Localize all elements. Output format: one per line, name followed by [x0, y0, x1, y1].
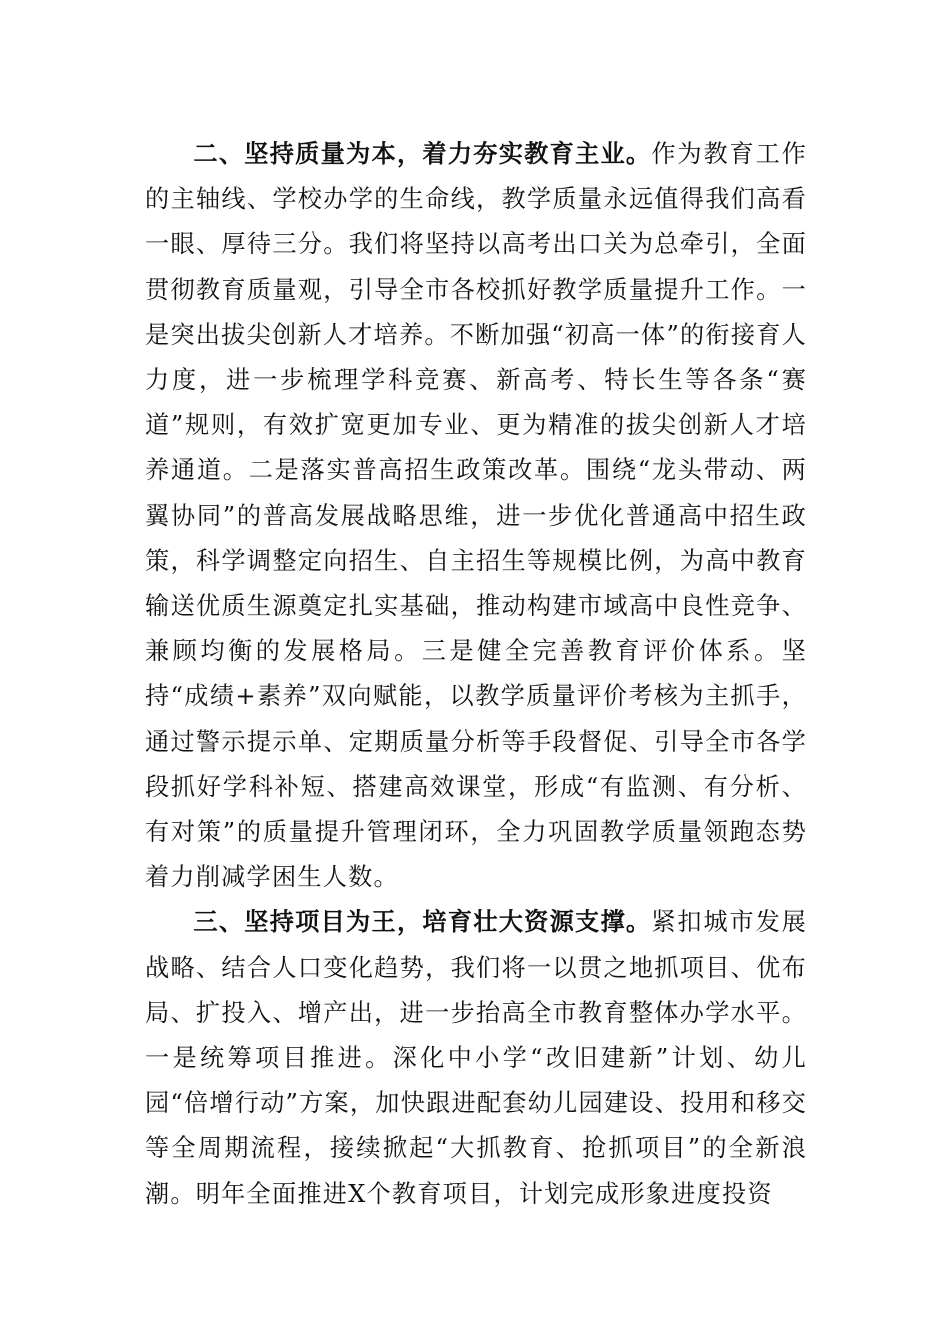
section-heading-quality: 二、坚持质量为本，着力夯实教育主业。 [193, 140, 652, 168]
section-body-quality: 作为教育工作的主轴线、学校办学的生命线，教学质量永远值得我们高看一眼、厚待三分。我们将坚持以高考出口关为总牵引，全面贯彻教育质量观，引导全市各校抓好教学质量提升工作。一是突出拔尖创新人才培养。不断加强“初高一体”的衔接育人力度，进一步梳理学科竞赛、新高考、特长生等各条“赛道”规则，有效扩宽更加专业、更为精准的拔尖创新人才培养通道。二是落实普高招生政策改革。围绕“龙头带动、两翼协同”的普高发展战略思维，进一步优化普通高中招生政策，科学调整定向招生、自主招生等规模比例，为高中教育输送优质生源奠定扎实基础，推动构建市域高中良性竞争、兼顾均衡的发展格局。三是健全完善教育评价体系。坚持“成绩+素养”双向赋能，以教学质量评价考核为主抓手，通过警示提示单、定期质量分析等手段督促、引导全市各学段抓好学科补短、搭建高效课堂，形成“有监测、有分析、有对策”的质量提升管理闭环，全力巩固教学质量领跑态势着力削减学困生人数。 [145, 140, 807, 892]
section-heading-projects: 三、坚持项目为王，培育壮大资源支撑。 [193, 908, 652, 937]
section-body-projects: 紧扣城市发展战略、结合人口变化趋势，我们将一以贯之地抓项目、优布局、扩投入、增产出，进一步抬高全市教育整体办学水平。一是统筹项目推进。深化中小学“改旧建新”计划、幼儿园“倍增行动”方案，加快跟进配套幼儿园建设、投用和移交等全周期流程，接续掀起“大抓教育、抢抓项目”的全新浪潮。明年全面推进X个教育项目，计划完成形象进度投资 [145, 908, 807, 1208]
paragraph-quality [145, 132, 807, 900]
document-page [145, 132, 807, 1217]
paragraph-projects [145, 900, 807, 1216]
